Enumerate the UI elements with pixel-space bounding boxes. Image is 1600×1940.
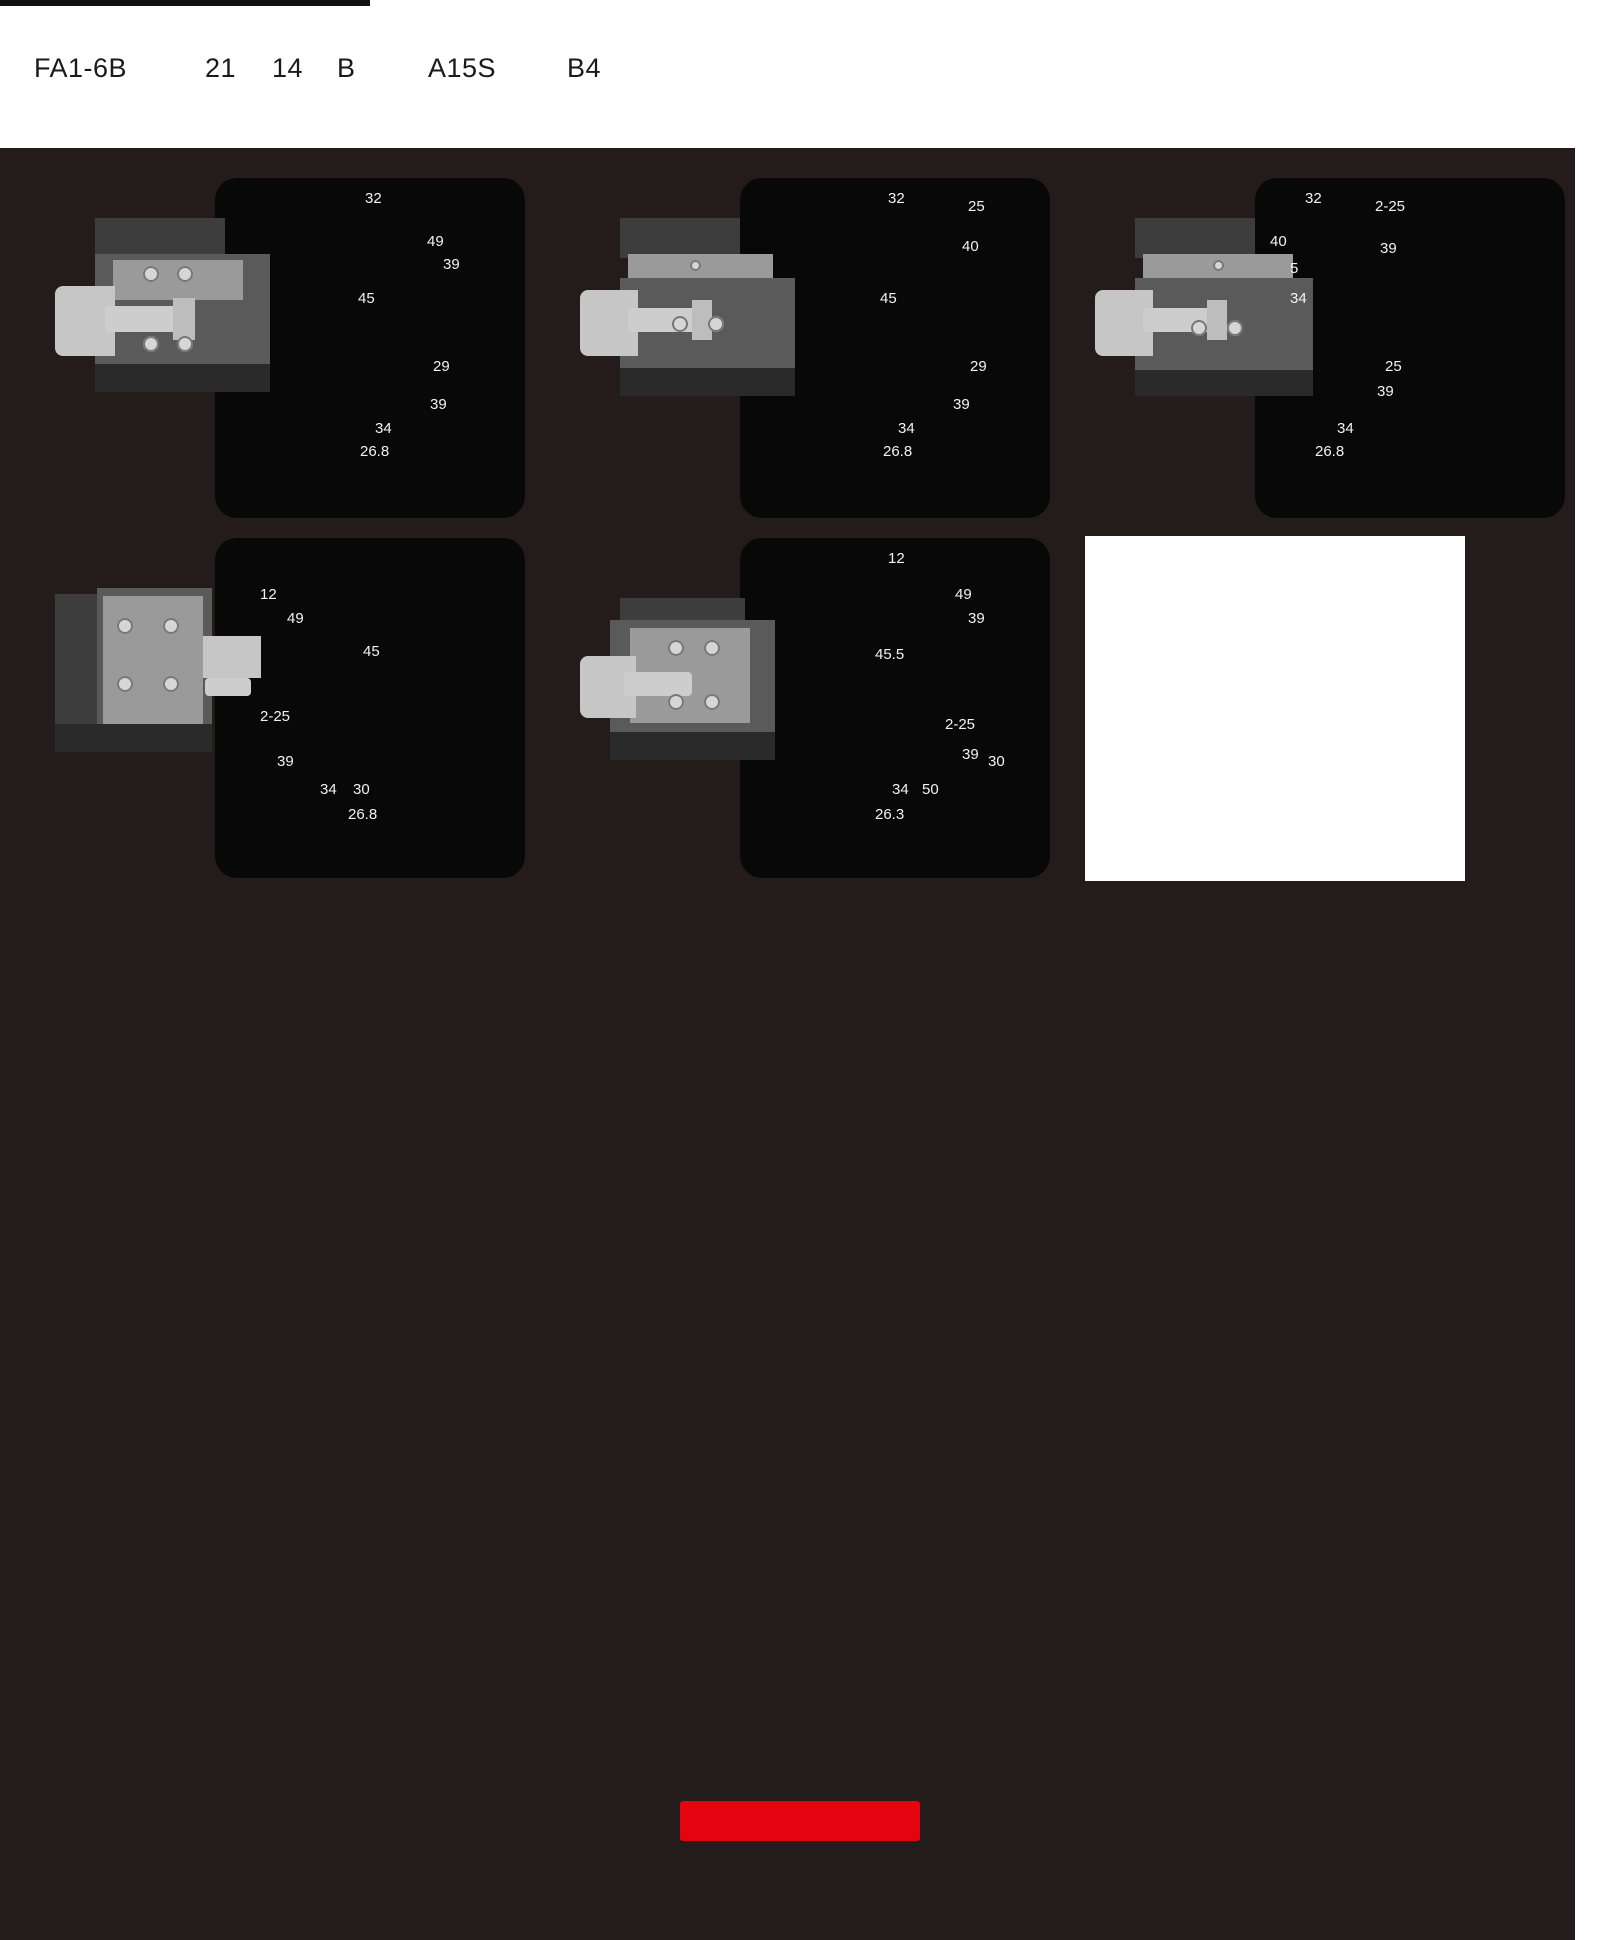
dim-label: 50 [922, 781, 939, 798]
dim-label: 32 [365, 190, 382, 207]
dim-label: 39 [443, 256, 460, 273]
dim-label: 49 [287, 610, 304, 627]
product-cell-5 [580, 538, 1060, 888]
dim-label: 45 [358, 290, 375, 307]
product-drawing-5 [580, 558, 830, 788]
dim-label: 34 [1337, 420, 1354, 437]
dim-label: 39 [968, 610, 985, 627]
dim-label: 39 [962, 746, 979, 763]
dim-label: 26.8 [360, 443, 390, 460]
dim-label: 34 [1290, 290, 1307, 307]
empty-placeholder-box [1085, 536, 1465, 881]
dim-label: 26.8 [883, 443, 913, 460]
dim-label: 26.8 [348, 806, 378, 823]
dim-label: 12 [260, 586, 277, 603]
product-cell-4 [55, 538, 535, 888]
dim-label: 26.3 [875, 806, 905, 823]
header-rule [0, 0, 370, 6]
dim-label: 2-25 [945, 716, 976, 733]
dim-label: 2-25 [260, 708, 291, 725]
dim-label: 30 [353, 781, 370, 798]
code-chip-6: B4 [567, 53, 602, 83]
dim-label: 49 [427, 233, 444, 250]
dim-label: 39 [1377, 383, 1394, 400]
code-strip [0, 0, 740, 135]
dim-label: 40 [1270, 233, 1287, 250]
dim-label: 45 [880, 290, 897, 307]
dim-label: 34 [892, 781, 909, 798]
drawing-canvas [0, 148, 1575, 1940]
page-white-area [735, 0, 1600, 148]
dim-label: 45 [363, 643, 380, 660]
dim-label: 39 [277, 753, 294, 770]
dim-label: 32 [1305, 190, 1322, 207]
dim-label: 45.5 [875, 646, 905, 663]
code-chip-5: A15S [428, 53, 497, 83]
dim-label: 29 [970, 358, 987, 375]
dim-label: 26.8 [1315, 443, 1345, 460]
product-grid [0, 148, 1575, 908]
dim-label: 40 [962, 238, 979, 255]
code-chip-4: B [337, 53, 356, 83]
code-chip-2: 21 [205, 53, 237, 83]
dim-label: 2-25 [1375, 198, 1406, 215]
dim-label: 12 [888, 550, 905, 567]
dim-label: 25 [968, 198, 985, 215]
footer-badge-label [680, 1801, 920, 1841]
product-drawing-2 [580, 198, 830, 428]
footer-badge [680, 1801, 920, 1841]
product-cell-1 [55, 178, 535, 528]
product-drawing-1 [55, 198, 305, 428]
dim-label: 49 [955, 586, 972, 603]
dim-label: 5 [1290, 260, 1299, 277]
dim-label: 29 [433, 358, 450, 375]
dim-label: 30 [988, 753, 1005, 770]
dim-label: 39 [430, 396, 447, 413]
dim-label: 34 [375, 420, 392, 437]
dim-label: 34 [320, 781, 337, 798]
dim-label: 25 [1385, 358, 1402, 375]
code-chip-1: FA1-6B [34, 53, 128, 83]
dim-label: 39 [1380, 240, 1397, 257]
dim-label: 32 [888, 190, 905, 207]
dim-label: 34 [898, 420, 915, 437]
product-drawing-3 [1095, 198, 1345, 428]
dim-label: 39 [953, 396, 970, 413]
code-chip-3: 14 [272, 53, 304, 83]
product-cell-2 [580, 178, 1060, 528]
product-cell-3 [1095, 178, 1575, 528]
